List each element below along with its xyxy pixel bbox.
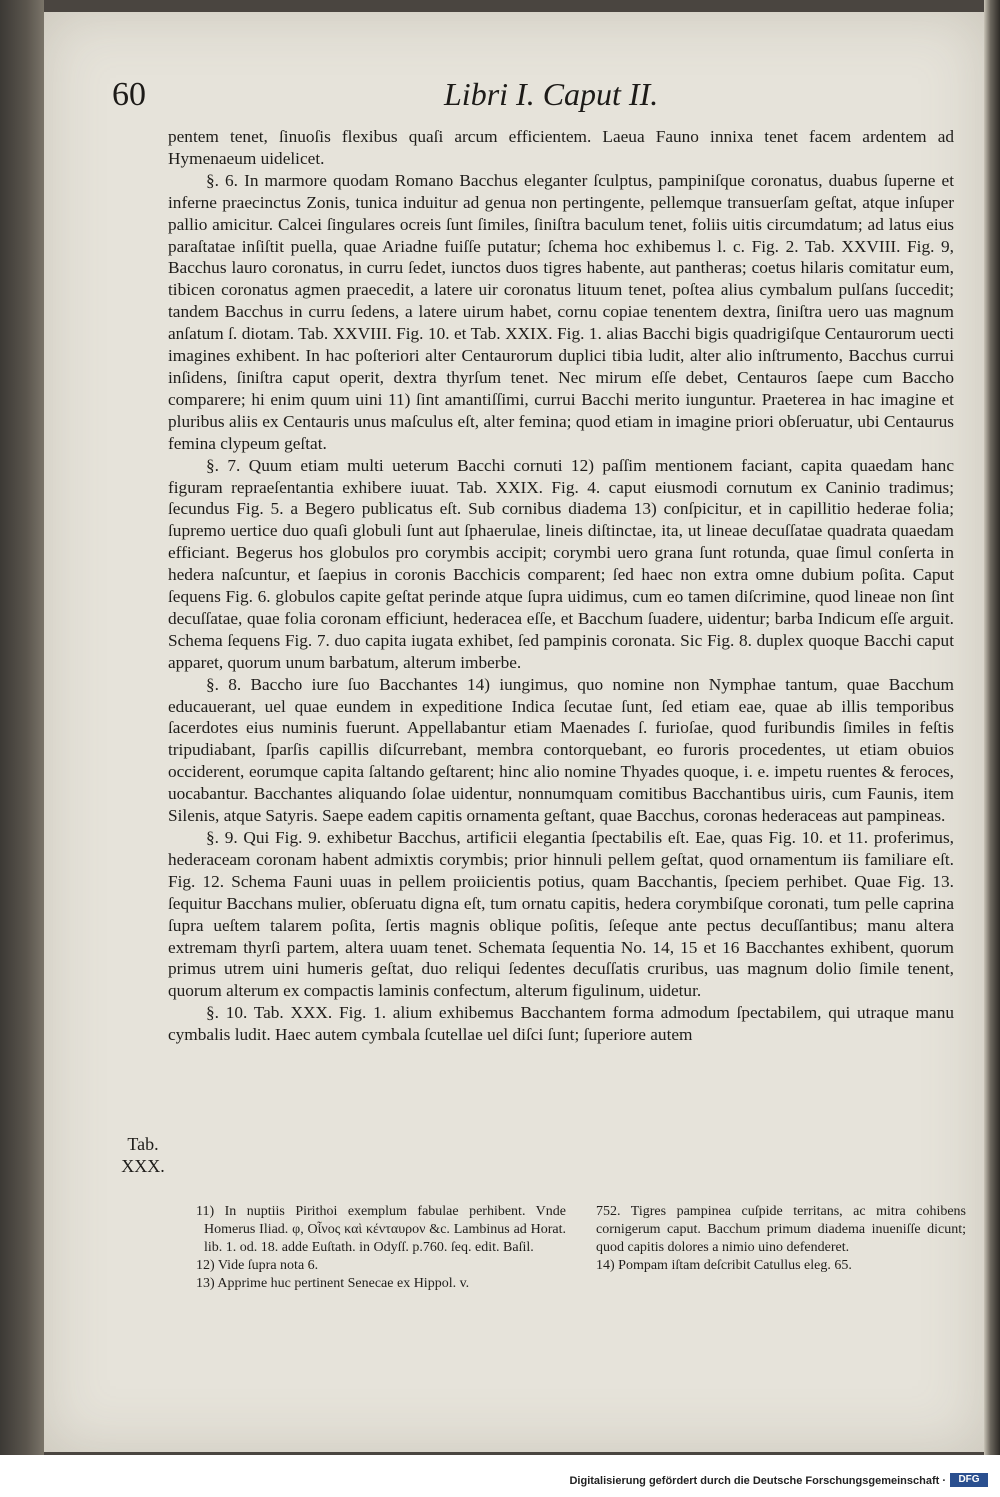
paragraph: pentem tenet, ſinuoſis flexibus quaſi arcum efficientem. Laeua Fauno innixa tenet facem ardentem ad Hymenaeum uidelicet.	[168, 127, 954, 168]
footnotes-right-column	[596, 1203, 966, 1293]
paragraph: §. 6. In marmore quodam Romano Bacchus eleganter ſculptus, pampiniſque coronatus, duabus ſuperne et inferne praecinctus Zonis, tunica induitur ad genua non pertingente, pellemque transuerſam geſtat, atque inſuper pallio amicitur. Calcei ſingulares ocreis ſunt ſimiles, ſiniſtra baculum tenet, foliis uitis circumdatum; ad latus eius paraſtatae inſiſtit puella, quae Ariadne fuiſſe putatur; ſchema hoc exhibemus l. c. Fig. 2. Tab. XXVIII. Fig. 9, Bacchus lauro coronatus, in curru ſedet, iunctos duos tigres habente, aut pantheras; coetus hilaris comitatur eum, tibicen coronatus agmen praecedit, a latere uir coronatus lituum tenet, poſtea alius cymbalum pulſans ſuccedit; tandem Bacchus in curru ſedens, a latere uirum habet, cornu copiae tenentem dextra, ſiniſtra uero uas magnum anſatum ſ. diotam. Tab. XXVIII. Fig. 10. et Tab. XXIX. Fig. 1. alias Bacchi bigis quadrigiſque Centaurorum uecti imagines exhibent. In hac poſteriori alter Centaurorum duplici tibia ludit, alter alio inſtrumento, Bacchus currui inſidens, ſiniſtra caput operit, dextra thyrſum tenet. Nec mirum eſſe debet, Centauros ſaepe cum Baccho comparere; hi enim quum uini 11) ſint amantiſſimi, currui Bacchi merito iunguntur. Praeterea in hac imagine et pluribus aliis ex Centauris unus maſculus eſt, alter femina; quod etiam in imagine priori obſeruatur, ubi Centaurus femina clypeum geſtat.	[168, 170, 954, 453]
footnotes	[196, 1203, 966, 1293]
footnote: 11) In nuptiis Pirithoi exemplum fabulae perhibent. Vnde Homerus Iliad. φ, Οἶνος καὶ κένταυρον &c. Lambinus ad Horat. lib. 1. od. 18. adde Euſtath. in Odyſſ. p.760. ſeq. edit. Baſil.	[196, 1204, 566, 1255]
margin-note	[116, 1133, 170, 1177]
running-head: Libri I. Caput II.	[444, 76, 659, 112]
margin-note-line: Tab.	[127, 1134, 159, 1154]
footnote: 14) Pompam iſtam deſcribit Catullus eleg. 65.	[596, 1258, 852, 1273]
book-binding	[0, 0, 44, 1455]
footnote: 12) Vide ſupra nota 6.	[196, 1258, 319, 1273]
paragraph: §. 10. Tab. XXX. Fig. 1. alium exhibemus Bacchantem forma admodum ſpectabilem, qui utraque manu cymbalis ludit. Haec autem cymbala ſcutellae uel diſci ſunt; ſuperiore autem	[168, 1003, 954, 1045]
footnote: 13) Apprime huc pertinent Senecae ex Hippol. v.	[196, 1276, 470, 1291]
footnotes-left-column	[196, 1203, 566, 1293]
margin-note-line: XXX.	[121, 1156, 165, 1176]
paragraph: §. 7. Quum etiam multi ueterum Bacchi cornuti 12) paſſim mentionem faciant, capita quaedam hanc figuram repraeſentantia exhibere iuuat. Tab. XXIX. Fig. 4. caput eiusmodi cornutum ex Caninio tradimus; ſecundus Fig. 5. a Begero publicatus eſt. Sub cornibus diadema 13) conſpicitur, et in capillitio hederae folia; ſupremo uertice duo quaſi globuli ſunt aut ſphaerulae, lineis diſtinctae, ita, ut lineae decuſſatae quadrata quaedam efficiant. Begerus hos globulos pro corymbis accipit; corymbi uero grana ſunt rotunda, quae ſimul conſerta in hedera naſcuntur, et ſaepius in coronis Bacchicis comparent; ſed haec non extra omne dubium poſita. Caput ſequens Fig. 6. globulos capite geſtat perinde atque ſupra uidimus, cum eo tamen diſcrimine, quod lineae non ſint decuſſatae, quae folia coronam efficiunt, hederacea eſſe, et Bacchum ſuadere, uidentur; barba Indicum eſſe arguit. Schema ſequens Fig. 7. duo capita iugata exhibet, ſed pampinis coronata. Sic Fig. 8. duplex quoque Bacchi caput apparet, quorum unum barbatum, alterum imberbe.	[168, 455, 954, 672]
page-edge	[984, 0, 1000, 1455]
footnote: 752. Tigres pampinea cuſpide territans, ac mitra cohibens cornigerum caput. Bacchum primum diadema inueniſſe dicunt; quod capitis dolores a nimio uino defenderet.	[596, 1204, 966, 1255]
paragraph: §. 9. Qui Fig. 9. exhibetur Bacchus, artificii elegantia ſpectabilis eſt. Eae, quas Fig. 10. et 11. proferimus, hederaceam coronam habent admixtis corymbis; prior hinnuli pellem geſtat, quod ornamentum iis familiare eſt. Fig. 12. Schema Fauni uuas in pellem proiicientis potius, quam Bacchantis, ſpeciem perhibet. Quae Fig. 13. ſequitur Bacchans mulier, obſeruatu digna eſt, tum ornatu capitis, hedera corymbiſque coronati, tum pelle caprina ſupra ueſtem talarem poſita, ſertis magnis oblique poſitis, ſeſeque ante pectus decuſſantibus; manu altera extremam thyrſi partem, altera uuam tenet. Schemata ſequentia No. 14, 15 et 16 Bacchantes exhibent, quorum primus utrem uini humeris geſtat, duo reliqui ſedentes decuſſatis cruribus, uas magnum dolio ſimile tenent, quorum alterum ex compactis laminis confectum, alterum figulinum, uidetur.	[168, 828, 954, 1001]
main-text	[168, 126, 954, 1046]
digitization-credit: Digitalisierung gefördert durch die Deutsche Forschungsgemeinschaft ·	[569, 1475, 946, 1487]
paragraph: §. 8. Baccho iure ſuo Bacchantes 14) iungimus, quo nomine non Nymphae tantum, quae Bacchum educauerant, uel quae eundem in expeditione Indica ſecutae ſunt, ſed etiam eae, quae ab illis temporibus ſacerdotes eius numinis fuerunt. Appellabantur etiam Maenades ſ. furioſae, quod furibundis ſimiles in feſtis tripudiabant, ſparſis capillis diſcurrebant, membra contorquebant, eo furoris procedentes, ut etiam obuios occiderent, eorumque capita ſaltando geſtarent; hinc alio nomine Thyades quoque, i. e. impetu ruentes & feroces, uocabantur. Bacchantes aliquando ſolae uidentur, nonnumquam comitibus Bacchantibus uiris, cum Faunis, item Silenis, atque Satyris. Saepe eadem capitis ornamenta geſtant, quae Bacchus, coronas hederaceas aut pampineas.	[168, 674, 954, 826]
page-number: 60	[112, 76, 146, 113]
dfg-logo: DFG	[950, 1473, 988, 1487]
